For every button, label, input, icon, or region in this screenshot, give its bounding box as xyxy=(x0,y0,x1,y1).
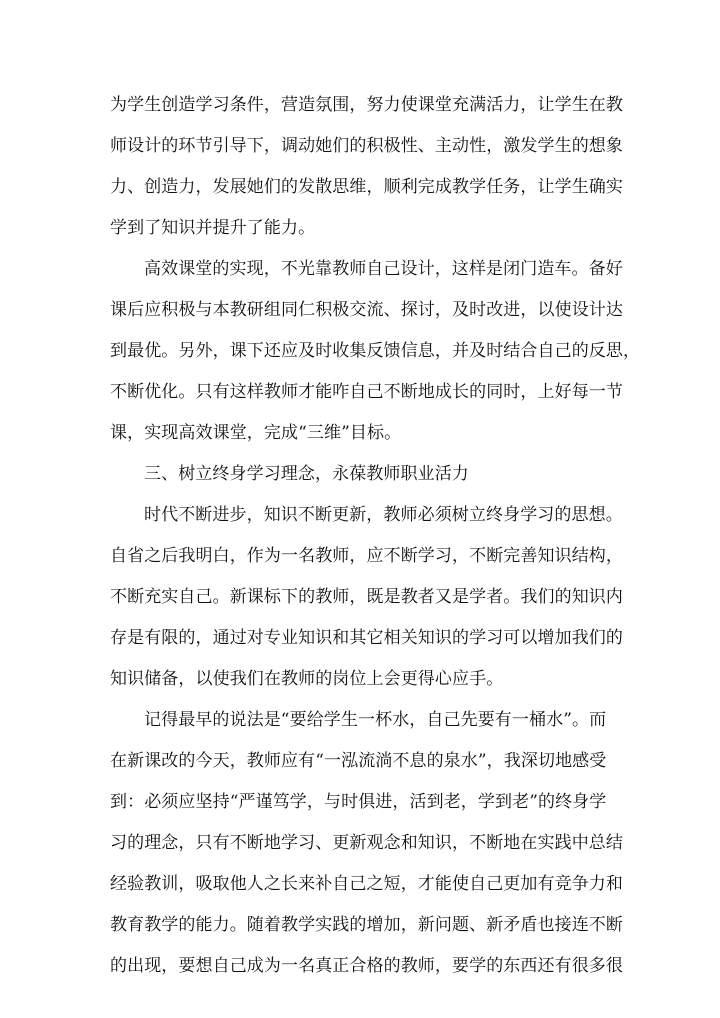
text-line: 习的理念，只有不断地学习、更新观念和知识，不断地在实践中总结 xyxy=(110,833,623,853)
text-line: 师设计的环节引导下，调动她们的积极性、主动性，激发学生的想象 xyxy=(110,136,623,156)
text-line: 高效课堂的实现，不光靠教师自己设计，这样是闭门造车。备好 xyxy=(144,259,623,279)
text-line: 知识储备，以使我们在教师的岗位上会更得心应手。 xyxy=(110,669,504,689)
text-line: 的出现，要想自己成为一名真正合格的教师，要学的东西还有很多很 xyxy=(110,956,623,976)
text-line: 课后应积极与本教研组同仁积极交流、探讨，及时改进，以使设计达 xyxy=(110,300,623,320)
text-line: 三、树立终身学习理念，永葆教师职业活力 xyxy=(144,464,469,484)
text-line: 记得最早的说法是“要给学生一杯水，自己先要有一桶水”。而 xyxy=(144,710,607,730)
text-line: 学到了知识并提升了能力。 xyxy=(110,218,316,238)
text-line: 到：必须应坚持“严谨笃学，与时俱进，活到老，学到老”的终身学 xyxy=(110,792,607,812)
body-text xyxy=(110,85,641,987)
text-line: 到最优。另外，课下还应及时收集反馈信息，并及时结合自己的反思， xyxy=(110,341,641,361)
text-line: 课，实现高效课堂，完成“三维”目标。 xyxy=(110,423,402,443)
text-line: 自省之后我明白，作为一名教师，应不断学习，不断完善知识结构， xyxy=(110,546,623,566)
text-line: 时代不断进步，知识不断更新，教师必须树立终身学习的思想。 xyxy=(144,505,623,525)
text-line: 在新课改的今天，教师应有“一泓流淌不息的泉水”，我深切地感受 xyxy=(110,751,607,771)
text-line: 教育教学的能力。随着教学实践的增加，新问题、新矛盾也接连不断 xyxy=(110,915,623,935)
text-line: 为学生创造学习条件，营造氛围，努力使课堂充满活力，让学生在教 xyxy=(110,95,623,115)
text-line: 不断充实自己。新课标下的教师，既是教者又是学者。我们的知识内 xyxy=(110,587,623,607)
text-line: 经验教训，吸取他人之长来补自己之短，才能使自己更加有竞争力和 xyxy=(110,874,623,894)
text-line: 存是有限的，通过对专业知识和其它相关知识的学习可以增加我们的 xyxy=(110,628,623,648)
text-line: 力、创造力，发展她们的发散思维，顺利完成教学任务，让学生确实 xyxy=(110,177,623,197)
text-line: 不断优化。只有这样教师才能咋自己不断地成长的同时，上好每一节 xyxy=(110,382,623,402)
